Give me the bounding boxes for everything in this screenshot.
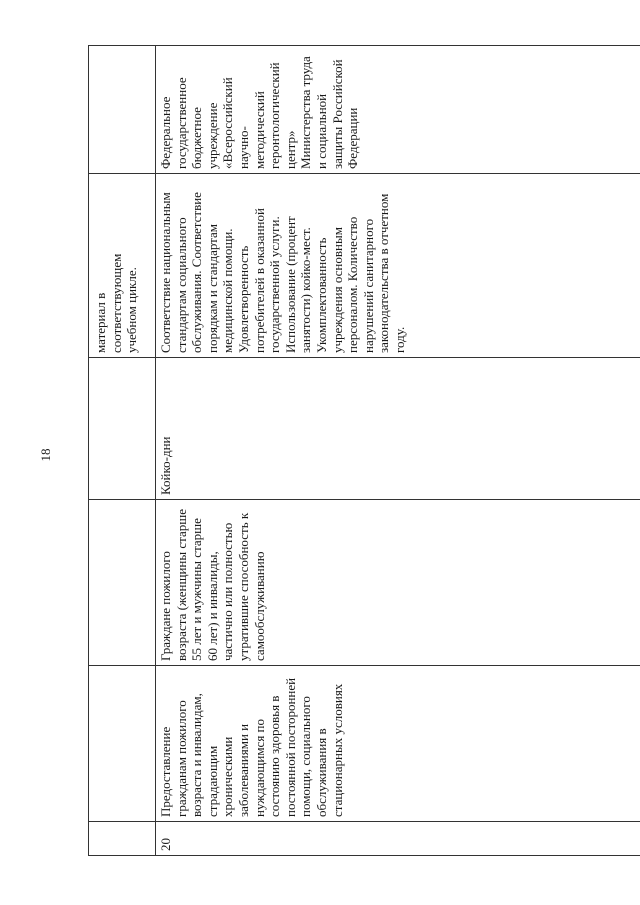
cell-criteria-continuation: материал в соответствующем учебном цикле. [89, 174, 156, 358]
rotated-table-container [88, 46, 634, 856]
cell-recipients: Граждане пожилого возраста (женщины старше 55 лет и мужчины старше 60 лет) и инвалиды, частично или полностью утратившие способность к самообслуживанию [156, 500, 640, 666]
table-row [156, 46, 640, 856]
cell-criteria: Соответствие национальным стандартам социального обслуживания. Соответствие порядкам и стандартам медицинской помощи. Удовлетворенность потребителей в оказанной государственной услуги. Использование (процент занятости) койко-мест. Укомплектованность учреждения основным персоналом. Количество нарушений санитарного законодательства в отчетном году. [156, 174, 640, 358]
services-table [88, 45, 640, 856]
cell-blank [89, 358, 156, 500]
rotated-table [88, 46, 634, 856]
cell-row-number: 20 [156, 822, 640, 856]
cell-blank [89, 822, 156, 856]
cell-blank [89, 500, 156, 666]
cell-organization: Федеральное государственное бюджетное учреждение «Всероссийский научно-методический геронтологический центр» Министерства труда и социальной защиты Российской Федерации [156, 46, 640, 174]
table-row-continuation [89, 46, 156, 856]
cell-unit: Койко-дни [156, 358, 640, 500]
page-number: 18 [38, 448, 53, 462]
cell-service-name: Предоставление гражданам пожилого возраста и инвалидам, страдающим хроническими заболеваниями и нуждающимся по состоянию здоровья в постоянной посторонней помощи, социального обслуживания в стационарных условиях [156, 666, 640, 822]
cell-blank [89, 46, 156, 174]
cell-blank [89, 666, 156, 822]
